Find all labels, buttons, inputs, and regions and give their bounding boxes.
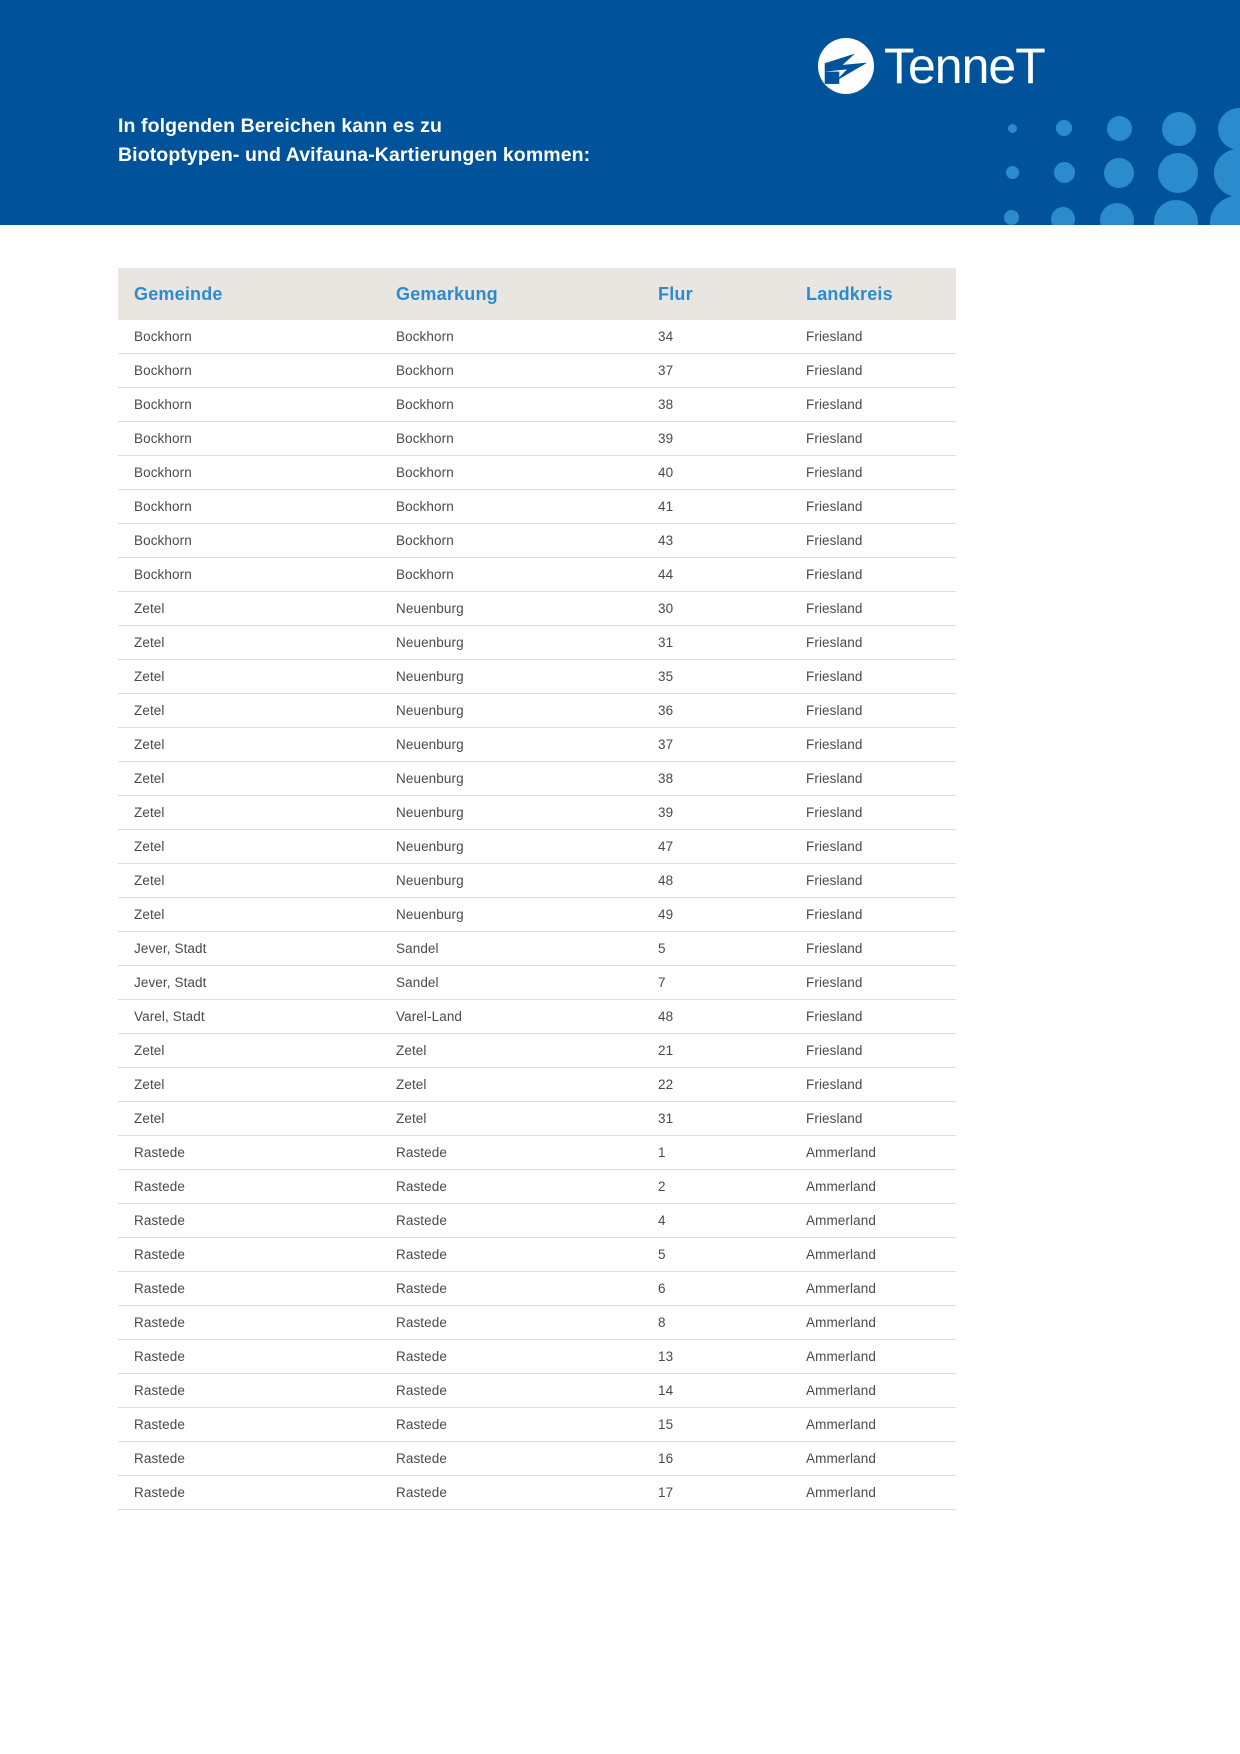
table-row: [118, 1340, 956, 1374]
column-header-gemeinde: Gemeinde: [118, 268, 380, 320]
table-header-row: [118, 268, 956, 320]
dot: [1104, 158, 1134, 188]
cell-landkreis: Ammerland: [790, 1340, 956, 1374]
cell-landkreis: Friesland: [790, 1000, 956, 1034]
cell-landkreis: Friesland: [790, 728, 956, 762]
cell-gemeinde: Rastede: [118, 1374, 380, 1408]
cell-gemeinde: Bockhorn: [118, 524, 380, 558]
cell-landkreis: Friesland: [790, 932, 956, 966]
cell-flur: 15: [642, 1408, 790, 1442]
cell-gemeinde: Rastede: [118, 1170, 380, 1204]
cell-gemarkung: Zetel: [380, 1068, 642, 1102]
cell-flur: 37: [642, 354, 790, 388]
table-row: [118, 524, 956, 558]
cell-flur: 36: [642, 694, 790, 728]
cell-gemarkung: Neuenburg: [380, 864, 642, 898]
table-row: [118, 1170, 956, 1204]
tennet-wordmark: TenneT: [884, 38, 1045, 94]
table-row: [118, 1204, 956, 1238]
table-row: [118, 558, 956, 592]
column-header-gemarkung: Gemarkung: [380, 268, 642, 320]
dot: [1107, 116, 1132, 141]
cell-flur: 39: [642, 796, 790, 830]
cell-flur: 31: [642, 626, 790, 660]
table-row: [118, 1034, 956, 1068]
table-row: [118, 830, 956, 864]
cell-gemeinde: Zetel: [118, 728, 380, 762]
cell-landkreis: Ammerland: [790, 1306, 956, 1340]
cell-gemarkung: Varel-Land: [380, 1000, 642, 1034]
cell-gemarkung: Rastede: [380, 1442, 642, 1476]
dot: [1154, 200, 1198, 225]
cell-gemarkung: Neuenburg: [380, 694, 642, 728]
cell-gemeinde: Bockhorn: [118, 388, 380, 422]
cell-gemeinde: Zetel: [118, 762, 380, 796]
table-row: [118, 1306, 956, 1340]
cell-landkreis: Friesland: [790, 898, 956, 932]
cell-gemarkung: Neuenburg: [380, 796, 642, 830]
dot: [1158, 153, 1198, 193]
tennet-swoosh-logo-icon: [818, 38, 874, 94]
cell-flur: 34: [642, 320, 790, 354]
table-row: [118, 1102, 956, 1136]
cell-gemeinde: Jever, Stadt: [118, 932, 380, 966]
cell-gemeinde: Bockhorn: [118, 490, 380, 524]
table-row: [118, 320, 956, 354]
table-row: [118, 490, 956, 524]
cell-gemarkung: Bockhorn: [380, 320, 642, 354]
page-headline: [118, 112, 590, 171]
cell-landkreis: Ammerland: [790, 1476, 956, 1510]
cell-flur: 43: [642, 524, 790, 558]
table-row: [118, 694, 956, 728]
cell-flur: 41: [642, 490, 790, 524]
table-row: [118, 1272, 956, 1306]
cell-landkreis: Friesland: [790, 864, 956, 898]
table-body: [118, 320, 956, 1510]
cell-landkreis: Friesland: [790, 966, 956, 1000]
cell-gemeinde: Zetel: [118, 796, 380, 830]
cell-gemarkung: Neuenburg: [380, 592, 642, 626]
cell-landkreis: Ammerland: [790, 1238, 956, 1272]
table-row: [118, 762, 956, 796]
cell-gemarkung: Bockhorn: [380, 456, 642, 490]
areas-table: [118, 268, 956, 1510]
cell-flur: 1: [642, 1136, 790, 1170]
table-row: [118, 864, 956, 898]
cell-flur: 47: [642, 830, 790, 864]
column-header-flur: Flur: [642, 268, 790, 320]
cell-gemeinde: Bockhorn: [118, 320, 380, 354]
cell-gemeinde: Rastede: [118, 1442, 380, 1476]
cell-flur: 22: [642, 1068, 790, 1102]
cell-gemarkung: Rastede: [380, 1340, 642, 1374]
table-row: [118, 388, 956, 422]
dot: [1214, 149, 1240, 197]
headline-line-2: Biotoptypen- und Avifauna-Kartierungen kommen:: [118, 144, 591, 167]
cell-gemeinde: Bockhorn: [118, 422, 380, 456]
cell-gemarkung: Bockhorn: [380, 490, 642, 524]
cell-landkreis: Friesland: [790, 1102, 956, 1136]
cell-landkreis: Friesland: [790, 694, 956, 728]
cell-gemarkung: Rastede: [380, 1136, 642, 1170]
cell-flur: 35: [642, 660, 790, 694]
cell-landkreis: Ammerland: [790, 1272, 956, 1306]
cell-landkreis: Friesland: [790, 626, 956, 660]
cell-gemarkung: Neuenburg: [380, 898, 642, 932]
cell-gemeinde: Zetel: [118, 898, 380, 932]
table-row: [118, 1408, 956, 1442]
cell-gemarkung: Rastede: [380, 1374, 642, 1408]
cell-gemeinde: Zetel: [118, 1102, 380, 1136]
cell-flur: 17: [642, 1476, 790, 1510]
table-row: [118, 898, 956, 932]
cell-gemeinde: Rastede: [118, 1204, 380, 1238]
cell-gemarkung: Rastede: [380, 1306, 642, 1340]
cell-gemarkung: Bockhorn: [380, 388, 642, 422]
cell-landkreis: Friesland: [790, 830, 956, 864]
table-row: [118, 592, 956, 626]
cell-landkreis: Friesland: [790, 388, 956, 422]
table-row: [118, 1442, 956, 1476]
cell-gemarkung: Sandel: [380, 966, 642, 1000]
cell-gemeinde: Zetel: [118, 694, 380, 728]
cell-gemeinde: Rastede: [118, 1306, 380, 1340]
cell-landkreis: Friesland: [790, 422, 956, 456]
column-header-landkreis: Landkreis: [790, 268, 956, 320]
dot: [1100, 203, 1134, 225]
table-row: [118, 1136, 956, 1170]
dot: [1056, 120, 1072, 136]
cell-gemeinde: Zetel: [118, 864, 380, 898]
cell-landkreis: Ammerland: [790, 1408, 956, 1442]
cell-flur: 13: [642, 1340, 790, 1374]
cell-landkreis: Ammerland: [790, 1170, 956, 1204]
cell-gemeinde: Zetel: [118, 830, 380, 864]
dot: [1218, 108, 1240, 150]
cell-landkreis: Friesland: [790, 354, 956, 388]
table-row: [118, 1068, 956, 1102]
cell-flur: 8: [642, 1306, 790, 1340]
table-row: [118, 1374, 956, 1408]
table-row: [118, 422, 956, 456]
cell-gemeinde: Rastede: [118, 1476, 380, 1510]
cell-gemeinde: Rastede: [118, 1238, 380, 1272]
dot: [1054, 162, 1075, 183]
cell-landkreis: Ammerland: [790, 1442, 956, 1476]
cell-flur: 6: [642, 1272, 790, 1306]
cell-gemarkung: Bockhorn: [380, 524, 642, 558]
cell-landkreis: Friesland: [790, 558, 956, 592]
cell-gemarkung: Rastede: [380, 1238, 642, 1272]
cell-flur: 21: [642, 1034, 790, 1068]
cell-flur: 7: [642, 966, 790, 1000]
table-row: [118, 1000, 956, 1034]
cell-gemeinde: Rastede: [118, 1272, 380, 1306]
cell-flur: 39: [642, 422, 790, 456]
cell-landkreis: Friesland: [790, 1068, 956, 1102]
cell-landkreis: Ammerland: [790, 1374, 956, 1408]
cell-landkreis: Friesland: [790, 762, 956, 796]
cell-flur: 48: [642, 864, 790, 898]
cell-landkreis: Friesland: [790, 490, 956, 524]
cell-gemeinde: Zetel: [118, 1034, 380, 1068]
table-row: [118, 1238, 956, 1272]
cell-flur: 31: [642, 1102, 790, 1136]
table-row: [118, 966, 956, 1000]
cell-flur: 2: [642, 1170, 790, 1204]
cell-gemeinde: Jever, Stadt: [118, 966, 380, 1000]
cell-gemarkung: Bockhorn: [380, 354, 642, 388]
cell-flur: 44: [642, 558, 790, 592]
cell-gemeinde: Rastede: [118, 1136, 380, 1170]
cell-gemarkung: Bockhorn: [380, 422, 642, 456]
cell-gemarkung: Rastede: [380, 1170, 642, 1204]
cell-landkreis: Friesland: [790, 660, 956, 694]
cell-gemeinde: Zetel: [118, 592, 380, 626]
dot: [1008, 124, 1017, 133]
cell-flur: 38: [642, 388, 790, 422]
cell-flur: 49: [642, 898, 790, 932]
cell-landkreis: Friesland: [790, 796, 956, 830]
cell-landkreis: Friesland: [790, 456, 956, 490]
cell-gemeinde: Rastede: [118, 1340, 380, 1374]
cell-gemarkung: Neuenburg: [380, 830, 642, 864]
table-row: [118, 728, 956, 762]
cell-landkreis: Friesland: [790, 592, 956, 626]
cell-gemarkung: Zetel: [380, 1034, 642, 1068]
cell-gemarkung: Neuenburg: [380, 626, 642, 660]
cell-gemarkung: Neuenburg: [380, 728, 642, 762]
headline-line-1: In folgenden Bereichen kann es zu: [118, 115, 443, 137]
cell-gemarkung: Rastede: [380, 1272, 642, 1306]
cell-gemeinde: Varel, Stadt: [118, 1000, 380, 1034]
cell-landkreis: Ammerland: [790, 1204, 956, 1238]
cell-landkreis: Friesland: [790, 320, 956, 354]
cell-flur: 4: [642, 1204, 790, 1238]
cell-flur: 37: [642, 728, 790, 762]
page-body: [0, 268, 1240, 1510]
table-row: [118, 1476, 956, 1510]
table-row: [118, 932, 956, 966]
cell-flur: 48: [642, 1000, 790, 1034]
cell-gemarkung: Neuenburg: [380, 762, 642, 796]
cell-landkreis: Ammerland: [790, 1136, 956, 1170]
cell-gemarkung: Bockhorn: [380, 558, 642, 592]
cell-flur: 5: [642, 1238, 790, 1272]
cell-gemeinde: Rastede: [118, 1408, 380, 1442]
table-row: [118, 456, 956, 490]
cell-gemarkung: Zetel: [380, 1102, 642, 1136]
cell-gemeinde: Zetel: [118, 626, 380, 660]
cell-flur: 16: [642, 1442, 790, 1476]
cell-flur: 40: [642, 456, 790, 490]
tennet-logo: [818, 38, 1045, 94]
cell-flur: 38: [642, 762, 790, 796]
cell-flur: 14: [642, 1374, 790, 1408]
dot: [1051, 207, 1075, 225]
cell-gemeinde: Zetel: [118, 660, 380, 694]
table-header: [118, 268, 956, 320]
cell-gemeinde: Bockhorn: [118, 558, 380, 592]
table-row: [118, 354, 956, 388]
dot: [1006, 166, 1019, 179]
cell-landkreis: Friesland: [790, 1034, 956, 1068]
table-row: [118, 626, 956, 660]
decorative-dot-pattern: [990, 118, 1240, 225]
cell-flur: 30: [642, 592, 790, 626]
dot: [1162, 112, 1196, 146]
cell-landkreis: Friesland: [790, 524, 956, 558]
cell-gemarkung: Sandel: [380, 932, 642, 966]
dot: [1004, 210, 1019, 225]
cell-gemarkung: Rastede: [380, 1408, 642, 1442]
table-row: [118, 796, 956, 830]
cell-gemeinde: Bockhorn: [118, 354, 380, 388]
cell-gemarkung: Rastede: [380, 1204, 642, 1238]
cell-flur: 5: [642, 932, 790, 966]
cell-gemeinde: Bockhorn: [118, 456, 380, 490]
cell-gemeinde: Zetel: [118, 1068, 380, 1102]
table-row: [118, 660, 956, 694]
dot: [1210, 196, 1240, 225]
cell-gemarkung: Rastede: [380, 1476, 642, 1510]
page-header: [0, 0, 1240, 225]
cell-gemarkung: Neuenburg: [380, 660, 642, 694]
